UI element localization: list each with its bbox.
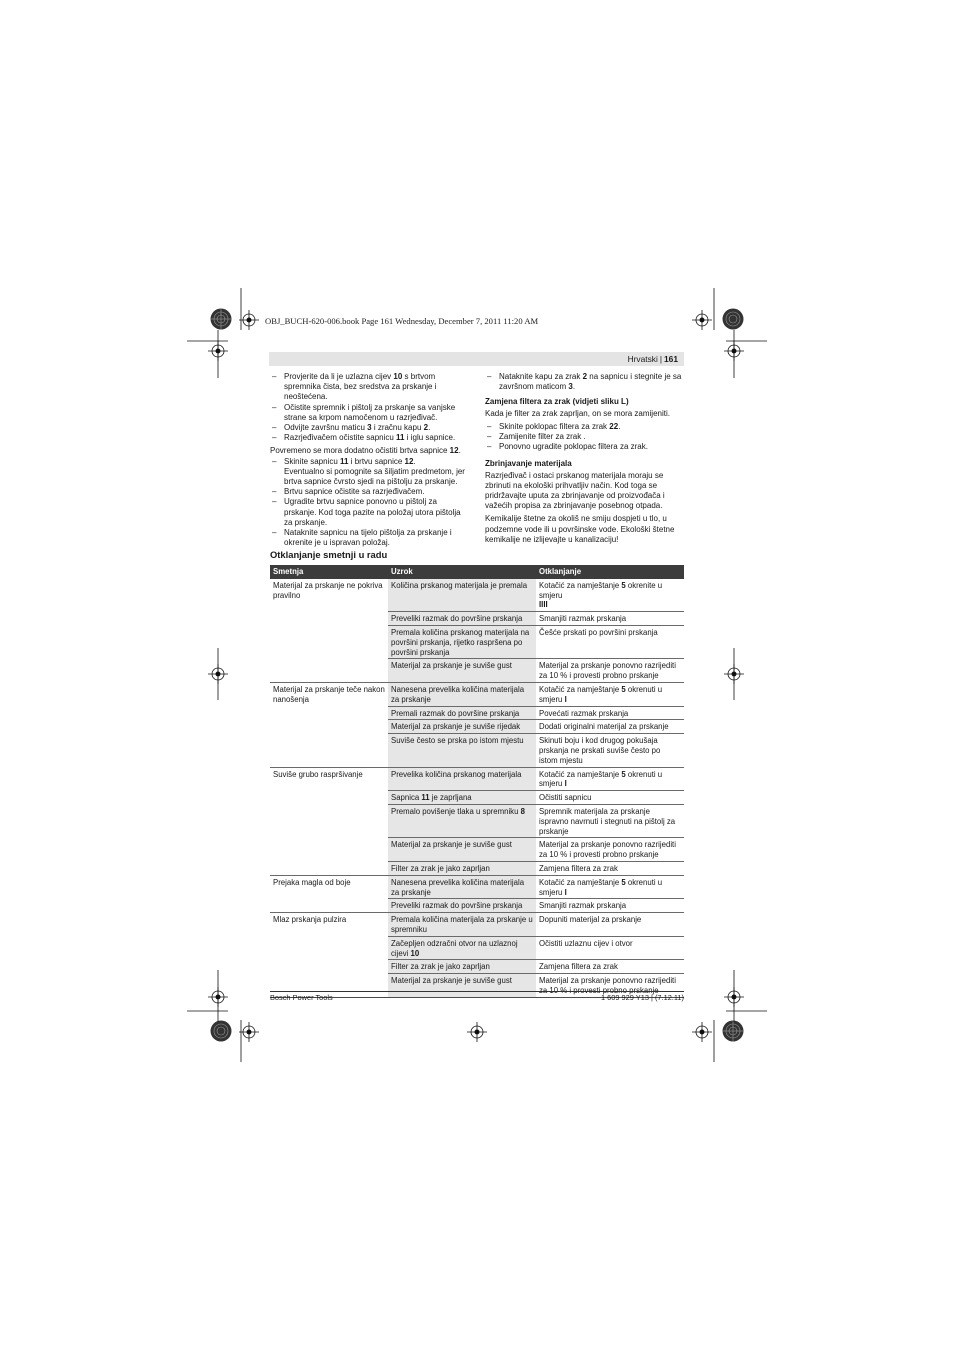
remedy-cell: Kotačić za namještanje 5 okrenite u smjeru IIII: [536, 579, 684, 612]
remedy-cell: Zamjena filtera za zrak: [536, 861, 684, 875]
cause-cell: Premalo povišenje tlaka u spremniku 8: [388, 804, 536, 837]
disposal-heading: Zbrinjavanje materijala: [485, 459, 572, 469]
remedy-cell: Očistiti uzlaznu cijev i otvor: [536, 936, 684, 960]
list-item: – Odvijte završnu maticu 3 i zračnu kapu 2.: [270, 423, 470, 433]
cause-cell: Premala količina prskanog materijala na površini prskanja, rijetko raspršena po površini prskanja: [388, 625, 536, 658]
list-item: – Ponovno ugradite poklopac filtera za zrak.: [485, 442, 684, 452]
cause-cell: Premali razmak do površine prskanja: [388, 706, 536, 720]
cause-cell: Materijal za prskanje je suviše gust: [388, 838, 536, 862]
list-item: – Brtvu sapnice očistite sa razrjeđivačem.: [270, 487, 470, 497]
remedy-cell: Spremnik materijala za prskanje ispravno navrnuti i stegnuti na pištolj za prskanje: [536, 804, 684, 837]
paragraph: Povremeno se mora dodatno očistiti brtva sapnice 12.: [270, 446, 461, 456]
cause-cell: Prevelika količina prskanog materijala: [388, 767, 536, 791]
table-row: [270, 767, 684, 791]
header-fault: Smetnja: [270, 565, 388, 579]
remedy-cell: Materijal za prskanje ponovno razrijediti: [536, 974, 684, 998]
table-row: [270, 682, 684, 706]
fault-cell: Prejaka magla od boje: [270, 875, 388, 912]
list-item: – Nataknite kapu za zrak 2 na sapnicu i stegnite je sa završnom maticom 3.: [485, 372, 684, 392]
remedy-cell: Zamjena filtera za zrak: [536, 960, 684, 974]
cause-cell: Nanesena prevelika količina materijala za prskanje: [388, 875, 536, 899]
remedy-cell: Kotačić za namještanje 5 okrenuti u smjeru I: [536, 875, 684, 899]
disposal-text-2: Kemikalije štetne za okoliš ne smiju dospjeti u tlo, u podzemne vode ili u površinske vode. Ekološki štetne kemikalije ne izlijevajte u kanalizaciju!: [485, 514, 675, 544]
header-separator: |: [659, 354, 663, 364]
cause-cell: Preveliki razmak do površine prskanja: [388, 899, 536, 913]
list-item: – Ugradite brtvu sapnice ponovno u pištolj za prskanje. Kod toga pazite na položaj utora pištolja za prskanje.: [270, 497, 470, 528]
left-column: [270, 372, 470, 548]
fault-cell: Materijal za prskanje teče nakon nanošenja: [270, 682, 388, 767]
cause-cell: Filter za zrak je jako zaprljan: [388, 861, 536, 875]
header-language: Hrvatski: [627, 354, 658, 364]
list-item: – Razrjeđivačem očistite sapnicu 11 i iglu sapnice.: [270, 433, 470, 443]
remedy-cell: Kotačić za namještanje 5 okrenuti u smjeru I: [536, 767, 684, 791]
filter-text: Kada je filter za zrak zaprljan, on se mora zamijeniti.: [485, 408, 670, 418]
cause-cell: Filter za zrak je jako zaprljan: [388, 960, 536, 974]
cause-cell: Količina prskanog materijala je premala: [388, 579, 536, 612]
header-text: [628, 353, 678, 365]
cause-cell: Materijal za prskanje je suviše gust: [388, 974, 536, 998]
fault-cell: Suviše grubo raspršivanje: [270, 767, 388, 875]
remedy-cell: Skinuti boju i kod drugog pokušaja prskanja ne prskati suviše često po istom mjestu: [536, 734, 684, 767]
remedy-cell: Češće prskati po površini prskanja: [536, 625, 684, 658]
remedy-cell: Očistiti sapnicu: [536, 791, 684, 805]
page-header: [269, 352, 684, 366]
cause-cell: Materijal za prskanje je suviše gust: [388, 659, 536, 683]
cause-cell: Nanesena prevelika količina materijala za prskanje: [388, 682, 536, 706]
header-remedy: Otklanjanje: [536, 565, 684, 579]
filter-heading: Zamjena filtera za zrak (vidjeti sliku L): [485, 397, 629, 407]
cause-cell: Začepljen odzračni otvor na uzlaznoj cijevi 10: [388, 936, 536, 960]
remedy-cell: Dodati originalni materijal za prskanje: [536, 720, 684, 734]
remedy-cell: Smanjiti razmak prskanja: [536, 899, 684, 913]
remedy-cell: Materijal za prskanje ponovno razrijediti za 10 % i provesti probno prskanje: [536, 838, 684, 862]
table-header-row: [270, 565, 684, 579]
section-title: Otklanjanje smetnji u radu: [270, 549, 388, 560]
list-item: – Očistite spremnik i pištolj za prskanje sa vanjske strane sa krpom namočenom u razrjeđivač.: [270, 403, 470, 423]
table-row: [270, 579, 684, 612]
fault-cell: Mlaz prskanja pulzira: [270, 913, 388, 998]
list-item: – Skinite poklopac filtera za zrak 22.: [485, 422, 684, 432]
remedy-cell: Materijal za prskanje ponovno razrijediti za 10 % i provesti probno prskanje: [536, 659, 684, 683]
cause-cell: Sapnica 11 je zaprljana: [388, 791, 536, 805]
print-info-line: OBJ_BUCH-620-006.book Page 161 Wednesday, December 7, 2011 11:20 AM: [265, 316, 539, 326]
header-cause: Uzrok: [388, 565, 536, 579]
cause-cell: Preveliki razmak do površine prskanja: [388, 612, 536, 626]
fault-cell: Materijal za prskanje ne pokriva pravilno: [270, 579, 388, 683]
list-item: – Provjerite da li je uzlazna cijev 10 s brtvom spremnika čista, bez sredstva za prskanje i neoštećena.: [270, 372, 470, 403]
remedy-cell: Povećati razmak prskanja: [536, 706, 684, 720]
list-item: – Nataknite sapnicu na tijelo pištolja za prskanje i okrenite je u ispravan položaj.: [270, 528, 470, 548]
table-row: [270, 913, 684, 937]
footer-doc-number: 1 609 929 Y13 | (7.12.11): [600, 993, 684, 1002]
table-row: [270, 875, 684, 899]
list-item: – Skinite sapnicu 11 i brtvu sapnice 12.: [270, 457, 470, 467]
right-column: [485, 372, 684, 545]
cause-cell: Materijal za prskanje je suviše rijedak: [388, 720, 536, 734]
disposal-text: Razrjeđivač i ostaci prskanog materijala moraju se zbrinuti na ekološki prihvatljiv način. Kod toga se pridržavajte uputa za zbrinjavanje od proizvođača i važećih propisa za zbrinjavanje posebnog otpada.: [485, 470, 665, 511]
list-item-continuation: Eventualno si pomognite sa šiljatim predmetom, jer brtva sapnice čvrsto sjedi na pištolju za prskanje.: [284, 466, 465, 487]
remedy-cell: Kotačić za namještanje 5 okrenuti u smjeru I: [536, 682, 684, 706]
remedy-cell: Smanjiti razmak prskanja: [536, 612, 684, 626]
cause-cell: Suviše često se prska po istom mjestu: [388, 734, 536, 767]
footer-divider: [270, 991, 684, 992]
footer-brand: Bosch Power Tools: [270, 993, 333, 1002]
cause-cell: Premala količina materijala za prskanje u spremniku: [388, 913, 536, 937]
remedy-cell: Dopuniti materijal za prskanje: [536, 913, 684, 937]
page-number: 161: [664, 354, 678, 364]
list-item: – Zamijenite filter za zrak .: [485, 432, 684, 442]
troubleshooting-table: [270, 565, 684, 998]
